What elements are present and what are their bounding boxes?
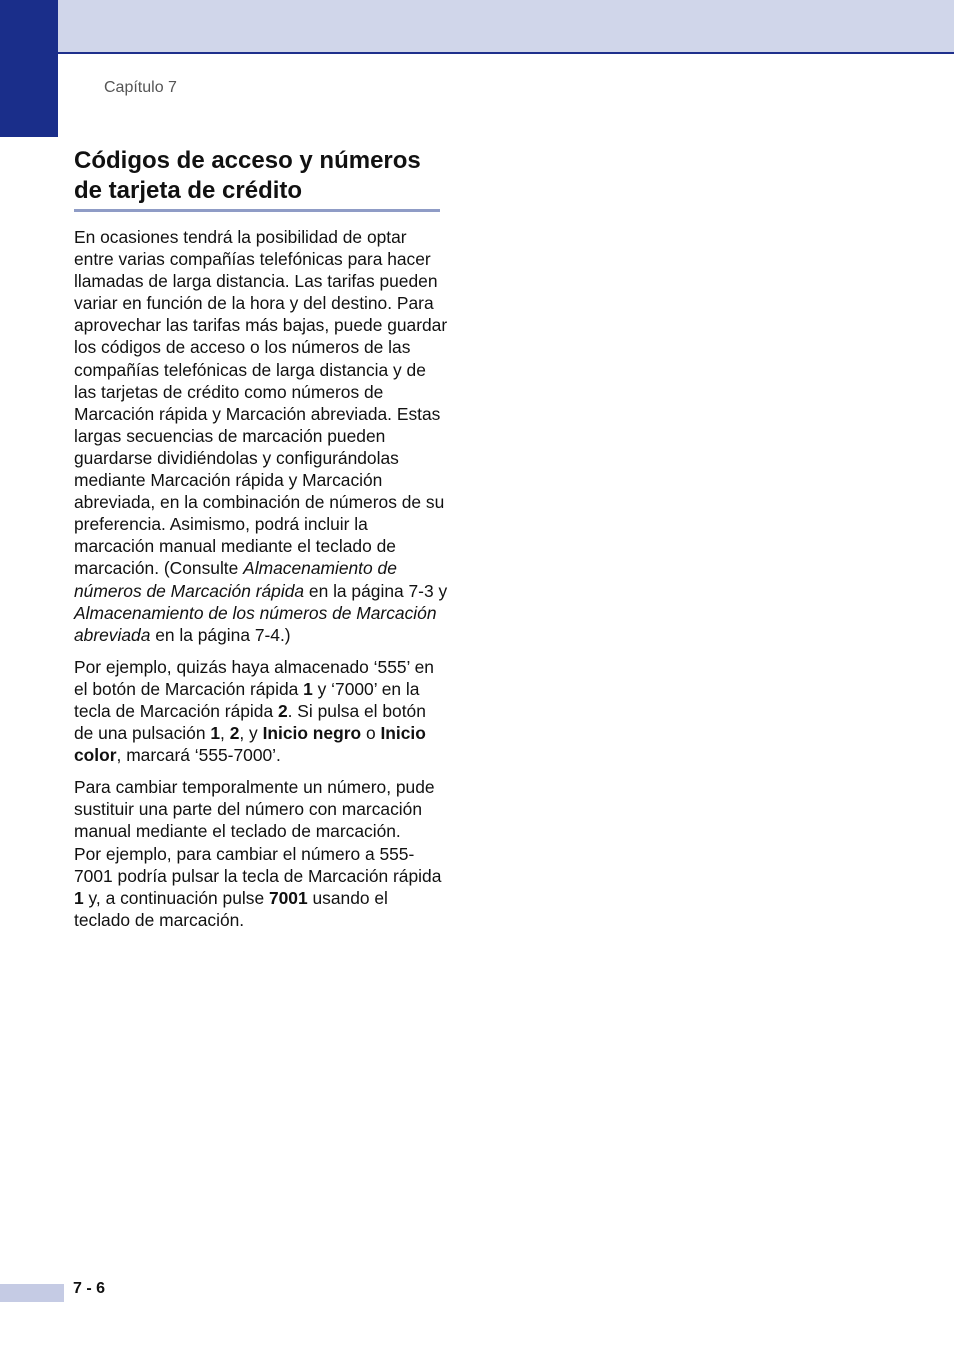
header-band [0, 0, 954, 54]
chapter-label: Capítulo 7 [104, 79, 177, 96]
key-label: Inicio color [74, 723, 426, 766]
paragraph-example: Por ejemplo, quizás haya almacenado ‘555’ en el botón de Marcación rápida 1 y ‘7000’ en la tecla de Marcación rápida 2. Si pulsa el botón de una pulsación 1, 2, y Inicio negro o Inicio color, marcará ‘555-7000’. [74, 656, 434, 766]
page-number: 7 - 6 [73, 1280, 106, 1297]
key-label: 2 [229, 723, 240, 744]
chapter-tab [0, 0, 58, 137]
key-label: 1 [303, 678, 313, 699]
paragraph-temporary-change: Para cambiar temporalmente un número, pude sustituir una parte del número con marcación manual mediante el teclado de marcación. [74, 777, 435, 842]
key-label: 7001 [268, 887, 308, 908]
reference-speed-dial: Almacenamiento de números de Marcación rápida [74, 558, 397, 601]
key-label: 1 [210, 723, 221, 744]
paragraph-change-example: Por ejemplo, para cambiar el número a 555-7001 podría pulsar la tecla de Marcación rápida 1 y, a continuación pulse 7001 usando el teclado de marcación. [74, 843, 442, 930]
section-title: Códigos de acceso y números de tarjeta de crédito [74, 147, 421, 204]
footer-bar [0, 1284, 64, 1302]
key-label: Inicio negro [262, 723, 362, 744]
key-label: 1 [74, 887, 84, 908]
title-underline [74, 209, 440, 212]
reference-abbreviated-dial: Almacenamiento de los números de Marcación abreviada [74, 602, 437, 645]
key-label: 2 [277, 700, 288, 721]
paragraph-dialing-codes: En ocasiones tendrá la posibilidad de optar entre varias compañías telefónicas para hacer llamadas de larga distancia. Las tarifas pueden variar en función de la hora y del destino. Para aprovechar las tarifas más bajas, puede guardar los códigos de acceso o los números de las compañías telefónicas de larga distancia y de las tarjetas de crédito como números de Marcación rápida y Marcación abreviada. Estas largas secuencias de marcación pueden guardarse dividiéndolas y configurándolas mediante Marcación rápida y Marcación abreviada, en la combinación de números de su preferencia. Asimismo, podrá incluir la marcación manual mediante el teclado de marcación. (Consulte Almacenamiento de números de Marcación rápida en la página 7-3 y Almacenamiento de los números de Marcación abreviada en la página 7-4.) [74, 227, 448, 645]
body-text [74, 226, 448, 941]
